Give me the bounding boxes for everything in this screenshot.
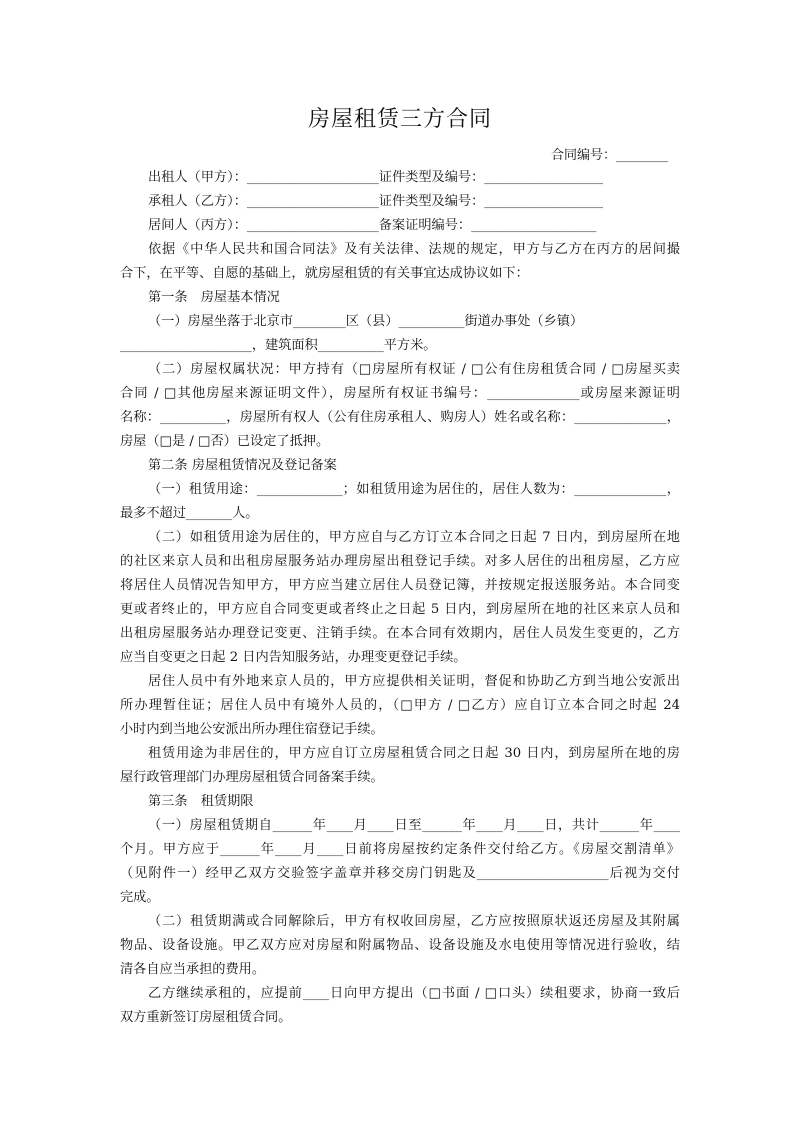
contract-number: 合同编号：________ (551, 148, 669, 163)
contract-text-line: 应当自变更之日起 2 日内告知服务站，办理变更登记手续。 (120, 650, 467, 665)
document-title: 房屋租赁三方合同 (307, 107, 492, 132)
contract-text-line: 个月。甲方应于______年____月____日前将房屋按约定条件交付给乙方。《房屋交割清单》 (120, 842, 680, 857)
contract-text-line: 租赁用途为非居住的，甲方应自订立房屋租赁合同之日起 30 日内，到房屋所在地的房 (148, 746, 680, 761)
contract-text-line: 第二条 房屋租赁情况及登记备案 (148, 458, 337, 473)
contract-text-line: ____________________，建筑面积__________平方米。 (120, 338, 437, 353)
contract-text-line: （一）房屋租赁期自______年____月____日至______年____月____日，共计______年____ (148, 818, 680, 833)
contract-text-line: 双方重新签订房屋租赁合同。 (120, 1010, 292, 1025)
contract-text-line: （二）租赁期满或合同解除后，甲方有权收回房屋，乙方应按照原状返还房屋及其附属 (148, 914, 680, 929)
contract-text-line: （一）租赁用途：_____________；如租赁用途为居住的，居住人数为：______________， (148, 482, 680, 497)
contract-text-line: （见附件一）经甲乙双方交验签字盖章并移交房门钥匙及____________________后视为交付 (120, 866, 680, 881)
party-lessee: 承租人（乙方）：____________________证件类型及编号：__________________ (148, 194, 603, 209)
contract-text-line: 的社区来京人员和出租房屋服务站办理房屋出租登记手续。对多人居住的出租房屋，乙方应 (120, 554, 680, 569)
contract-text-line: 出租房屋服务站办理登记变更、注销手续。在本合同有效期内，居住人员发生变更的，乙方 (120, 626, 680, 641)
contract-text-line: 物品、设备设施。甲乙双方应对房屋和附属物品、设备设施及水电使用等情况进行验收，结 (120, 938, 680, 953)
contract-text-line: 屋行政管理部门办理房屋租赁合同备案手续。 (120, 770, 384, 785)
contract-text-line: 房屋（□是 / □否）已设定了抵押。 (120, 434, 330, 449)
contract-text-line: 清各自应当承担的费用。 (120, 962, 266, 977)
contract-text-line: 依据《中华人民共和国合同法》及有关法律、法规的规定，甲方与乙方在丙方的居间撮 (148, 242, 680, 257)
contract-text-line: 名称：__________，房屋所有权人（公有住房承租人、购房人）姓名或名称：______________， (120, 410, 680, 425)
contract-text-line: 最多不超过_______人。 (120, 506, 259, 521)
contract-text-line: 合同 / □其他房屋来源证明文件），房屋所有权证书编号：______________或房屋来源证明 (120, 386, 680, 401)
contract-text-line: 合下，在平等、自愿的基础上，就房屋租赁的有关事宜达成协议如下： (120, 266, 529, 281)
contract-text-line: （一）房屋坐落于北京市________区（县）__________街道办事处（乡镇） (148, 314, 584, 329)
party-lessor: 出租人（甲方）：____________________证件类型及编号：__________________ (148, 170, 603, 185)
contract-body (120, 166, 680, 1030)
contract-text-line: （二）房屋权属状况：甲方持有（□房屋所有权证 / □公有住房租赁合同 / □房屋买卖 (148, 362, 680, 377)
contract-text-line: 小时内到当地公安派出所办理住宿登记手续。 (120, 722, 384, 737)
contract-text-line: 所办理暂住证；居住人员中有境外人员的，（□甲方 / □乙方）应自订立本合同之时起 24 (120, 698, 680, 713)
contract-text-line: 第一条 房屋基本情况 (148, 290, 280, 305)
contract-text-line: 乙方继续承租的，应提前____日向甲方提出（□书面 / □口头）续租要求，协商一致后 (148, 986, 680, 1001)
contract-text-line: 更或者终止的，甲方应自合同变更或者终止之日起 5 日内，到房屋所在地的社区来京人员和 (120, 602, 680, 617)
contract-text-line: 完成。 (120, 890, 160, 905)
party-intermediary: 居间人（丙方）：____________________备案证明编号：___________________ (148, 218, 597, 233)
contract-text-line: 居住人员中有外地来京人员的，甲方应提供相关证明，督促和协助乙方到当地公安派出 (148, 674, 680, 689)
contract-text-line: 第三条 租赁期限 (148, 794, 254, 809)
contract-text-line: （二）如租赁用途为居住的，甲方应自与乙方订立本合同之日起 7 日内，到房屋所在地 (148, 530, 680, 545)
contract-paragraphs (120, 238, 680, 1030)
contract-text-line: 将居住人员情况告知甲方，甲方应当建立居住人员登记簿，并按规定报送服务站。本合同变 (120, 578, 680, 593)
